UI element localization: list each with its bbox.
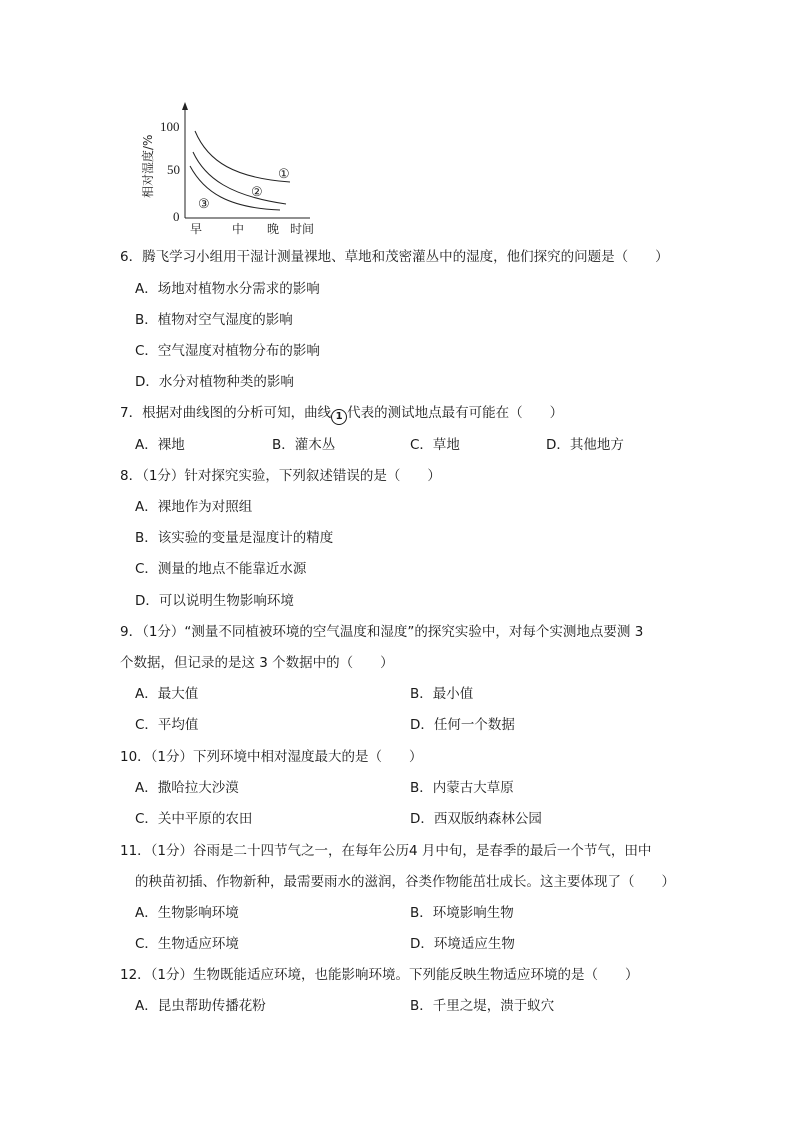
y-tick-0: 0 <box>173 209 180 224</box>
y-axis-label: 相对湿度/% <box>141 134 155 198</box>
question-9-option-a: A．最大值 <box>135 686 199 702</box>
question-7-option-b: B．灌木丛 <box>272 437 336 453</box>
x-tick-noon: 中 <box>232 222 245 236</box>
curve-label-1: ① <box>278 166 290 181</box>
y-axis-arrow <box>182 102 188 110</box>
question-11-stem-line-2: 的秧苗初插、作物新种，最需要雨水的滋润，谷类作物能茁壮成长。这主要体现了（ ） <box>135 874 675 890</box>
question-12-stem: 12．（1分）生物既能适应环境，也能影响环境。下列能反映生物适应环境的是（ ） <box>120 967 639 983</box>
question-10-option-a: A．撒哈拉大沙漠 <box>135 780 239 796</box>
question-11-stem-line-1: 11．（1分）谷雨是二十四节气之一，在每年公历4 月中旬，是春季的最后一个节气，田中 <box>120 843 652 859</box>
question-6-option-b: B．植物对空气湿度的影响 <box>135 312 293 328</box>
question-12-option-a: A．昆虫帮助传播花粉 <box>135 998 266 1014</box>
question-8-option-b: B．该实验的变量是湿度计的精度 <box>135 530 334 546</box>
question-9-option-c: C．平均值 <box>135 717 199 733</box>
x-tick-morning: 早 <box>190 222 203 236</box>
question-8-option-a: A．裸地作为对照组 <box>135 499 253 515</box>
question-9-stem-line-1: 9．（1分）“测量不同植被环境的空气温度和湿度”的探究实验中，对每个实测地点要测 3 <box>120 624 644 640</box>
question-7-option-a: A．裸地 <box>135 437 185 453</box>
question-8-option-d: D．可以说明生物影响环境 <box>135 593 294 609</box>
question-8-stem: 8．（1分）针对探究实验，下列叙述错误的是（ ） <box>120 468 441 484</box>
question-8-option-c: C．测量的地点不能靠近水源 <box>135 561 307 577</box>
question-11-option-b: B．环境影响生物 <box>410 905 514 921</box>
curve-label-2: ② <box>251 184 263 199</box>
x-axis-label: 时间 <box>290 222 315 236</box>
curve-label-3: ③ <box>198 196 210 211</box>
question-10-stem: 10．（1分）下列环境中相对湿度最大的是（ ） <box>120 749 423 765</box>
curve-1-circled: 1 <box>331 409 347 425</box>
x-tick-evening: 晚 <box>267 222 280 236</box>
question-7-stem-after: 代表的测试地点最有可能在（ ） <box>347 405 564 421</box>
question-9-option-b: B．最小值 <box>410 686 474 702</box>
question-6-stem: 6．腾飞学习小组用干湿计测量裸地、草地和茂密灌丛中的湿度，他们探究的问题是（ ） <box>120 249 669 265</box>
question-9-option-d: D．任何一个数据 <box>410 717 515 733</box>
y-tick-50: 50 <box>167 162 180 177</box>
question-10-option-c: C．关中平原的农田 <box>135 811 253 827</box>
y-tick-100: 100 <box>160 119 180 134</box>
question-10-option-d: D．西双版纳森林公园 <box>410 811 542 827</box>
question-11-option-a: A．生物影响环境 <box>135 905 239 921</box>
question-12-option-b: B．千里之堤，溃于蚁穴 <box>410 998 555 1014</box>
question-7-option-d: D．其他地方 <box>546 437 624 453</box>
question-6-option-d: D．水分对植物种类的影响 <box>135 374 294 390</box>
question-6-option-c: C．空气湿度对植物分布的影响 <box>135 343 320 359</box>
question-7-stem-before: 7．根据对曲线图的分析可知，曲线 <box>120 405 332 421</box>
question-6-option-a: A．场地对植物水分需求的影响 <box>135 281 320 297</box>
question-7-stem <box>120 404 563 425</box>
question-7-option-c: C．草地 <box>410 437 460 453</box>
question-10-option-b: B．内蒙古大草原 <box>410 780 514 796</box>
humidity-figure <box>140 100 340 240</box>
question-9-stem-line-2: 个数据，但记录的是这 3 个数据中的（ ） <box>120 655 394 671</box>
humidity-chart <box>140 100 340 240</box>
question-11-option-c: C．生物适应环境 <box>135 936 239 952</box>
question-11-option-d: D．环境适应生物 <box>410 936 515 952</box>
